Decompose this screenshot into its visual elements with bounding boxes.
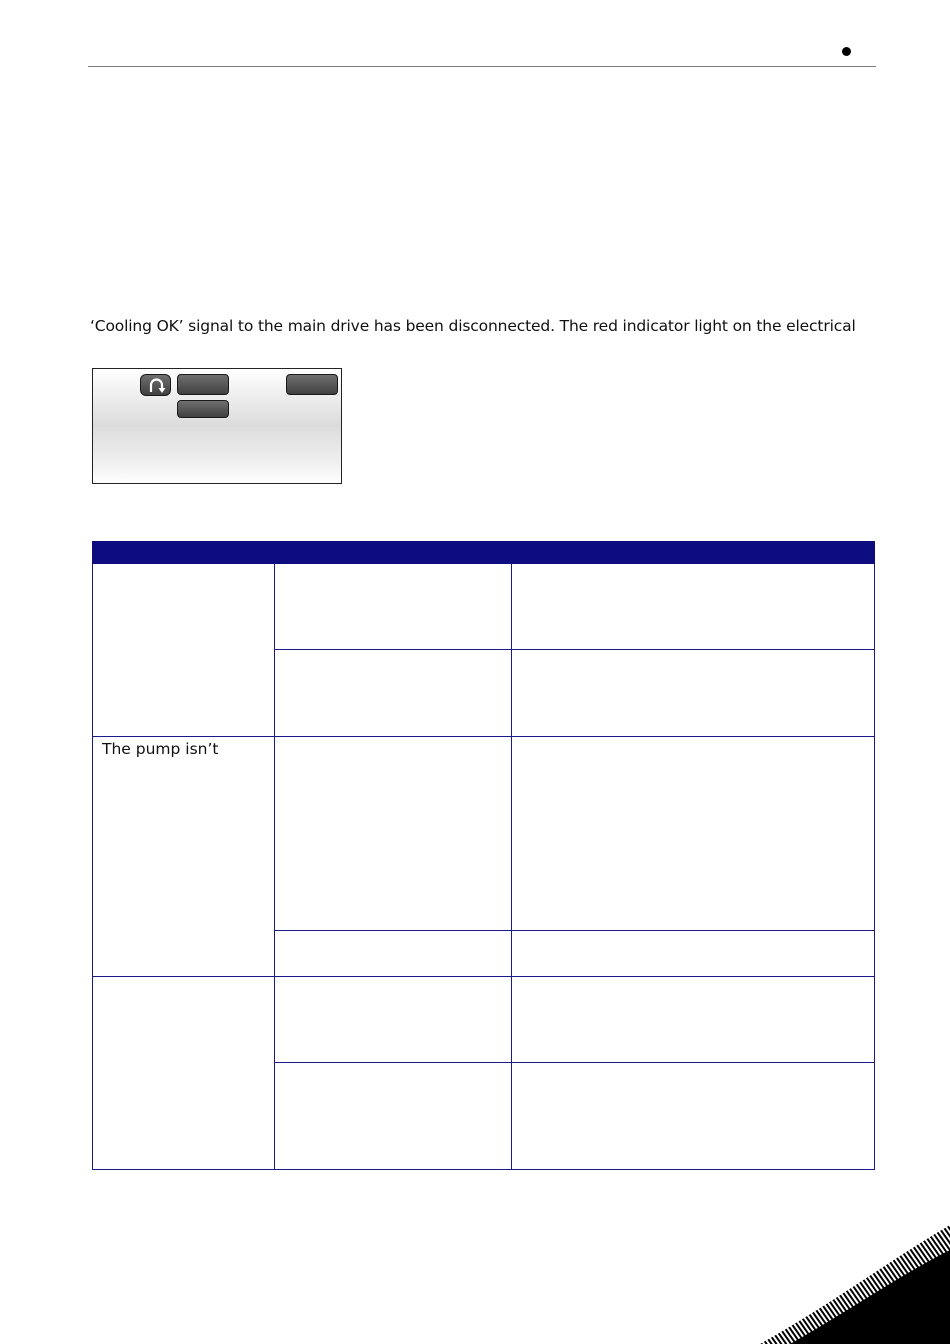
table-row — [93, 977, 875, 1063]
column-header-remedy — [512, 542, 875, 564]
rotate-arrow-icon — [147, 377, 166, 395]
cause-cell — [275, 931, 512, 977]
fault-cell — [93, 977, 275, 1170]
remedy-cell — [512, 977, 875, 1063]
remedy-cell — [512, 564, 875, 650]
cause-cell — [275, 1063, 512, 1170]
table-header-row — [93, 542, 875, 564]
keypad-key-button — [286, 374, 338, 395]
remedy-cell — [512, 650, 875, 737]
remedy-cell — [512, 737, 875, 931]
keypad-key-button — [177, 374, 229, 395]
cause-cell — [275, 564, 512, 650]
keypad-illustration — [92, 368, 342, 484]
header-rule — [88, 66, 876, 67]
fault-cell: The pump isn’t — [93, 737, 275, 977]
column-header-fault — [93, 542, 275, 564]
troubleshooting-table — [92, 541, 875, 1170]
table-row — [93, 564, 875, 650]
rotate-key-button — [140, 374, 171, 396]
column-header-cause — [275, 542, 512, 564]
cause-cell — [275, 650, 512, 737]
corner-swoosh-decoration — [740, 1210, 950, 1344]
table-row — [93, 737, 875, 931]
remedy-cell — [512, 1063, 875, 1170]
body-paragraph: ‘Cooling OK’ signal to the main drive has been disconnected. The red indicator light on the electrical — [90, 317, 856, 335]
remedy-cell — [512, 931, 875, 977]
cause-cell — [275, 977, 512, 1063]
header-bullet-icon — [842, 47, 851, 56]
cause-cell — [275, 737, 512, 931]
fault-cell — [93, 564, 275, 737]
keypad-key-button — [177, 400, 229, 418]
